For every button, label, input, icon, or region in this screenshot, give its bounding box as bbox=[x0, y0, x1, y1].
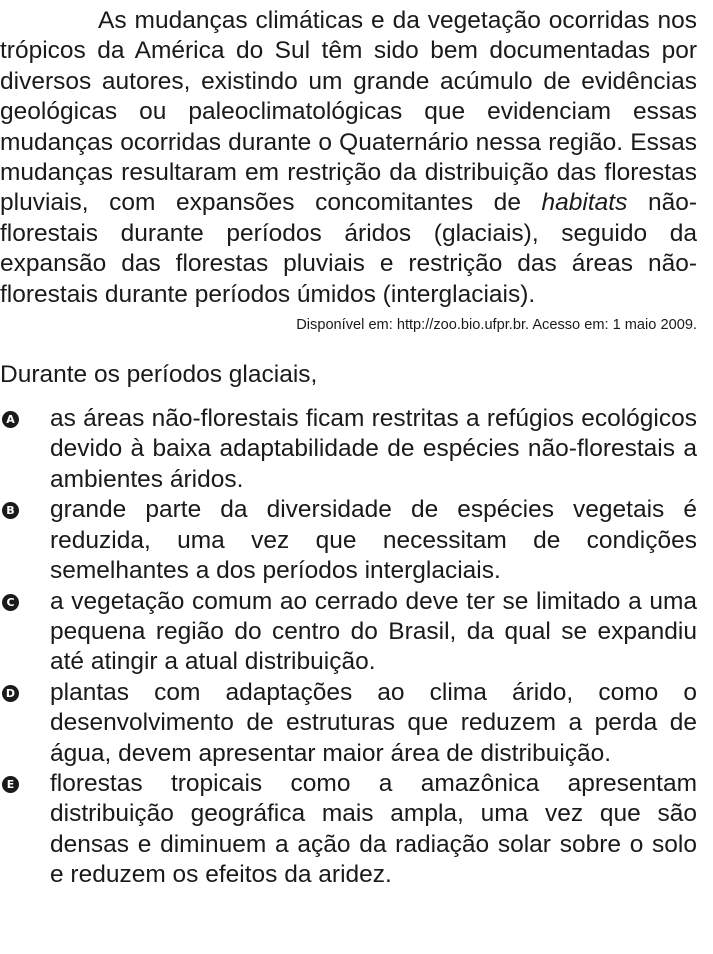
option-b-letter-badge: B bbox=[2, 502, 19, 519]
option-a-text: as áreas não-florestais ficam restritas a refúgios ecológicos devido à baixa adaptabilidade de espécies não-florestais a ambientes áridos. bbox=[50, 405, 697, 493]
option-c-text: a vegetação comum ao cerrado deve ter se limitado a uma pequena região do centro do Brasil, da qual se expandiu até atingir a atual distribuição. bbox=[50, 587, 697, 676]
option-d-letter-badge: D bbox=[2, 685, 19, 702]
question-stem: Durante os períodos glaciais, bbox=[0, 361, 318, 389]
option-b-text: grande parte da diversidade de espécies vegetais é reduzida, uma vez que necessitam de condições semelhantes a dos períodos interglaciais. bbox=[50, 496, 697, 585]
question-page bbox=[0, 6, 697, 891]
answer-options bbox=[0, 404, 697, 891]
option-d-text: plantas com adaptações ao clima árido, como o desenvolvimento de estruturas que reduzem a perda de água, devem apresentar maior área de distribuição. bbox=[50, 678, 697, 767]
option-b bbox=[0, 495, 697, 586]
option-e-letter-badge: E bbox=[2, 776, 19, 793]
option-a-letter-badge: A bbox=[2, 411, 19, 428]
option-e bbox=[0, 769, 697, 891]
source-citation: Disponível em: http://zoo.bio.ufpr.br. Acesso em: 1 maio 2009. bbox=[296, 317, 697, 334]
passage-text-before: As mudanças climáticas e da vegetação ocorridas nos trópicos da América do Sul têm sido bem documentadas por diversos autores, existindo um grande acúmulo de evidências geológicas ou paleoclimatológicas que evidenciam essas mudanças ocorridas durante o Quaternário nessa região. Essas mudanças resultaram em restrição da distribuição das florestas pluviais, com expansões concomitantes de bbox=[0, 7, 697, 217]
option-e-text: florestas tropicais como a amazônica apresentam distribuição geográfica mais ampla, uma vez que são densas e diminuem a ação da radiação solar sobre o solo e reduzem os efeitos da aridez. bbox=[50, 769, 697, 889]
passage-text-after: não-florestais durante períodos áridos (glaciais), seguido da expansão das florestas pluviais e restrição das áreas não-florestais durante períodos úmidos (interglaciais). bbox=[0, 189, 697, 308]
option-c bbox=[0, 587, 697, 678]
option-d bbox=[0, 678, 697, 769]
option-c-letter-badge: C bbox=[2, 594, 19, 611]
passage-italic-word: habitats bbox=[541, 189, 628, 217]
passage-text bbox=[0, 6, 697, 310]
option-a bbox=[0, 404, 697, 495]
